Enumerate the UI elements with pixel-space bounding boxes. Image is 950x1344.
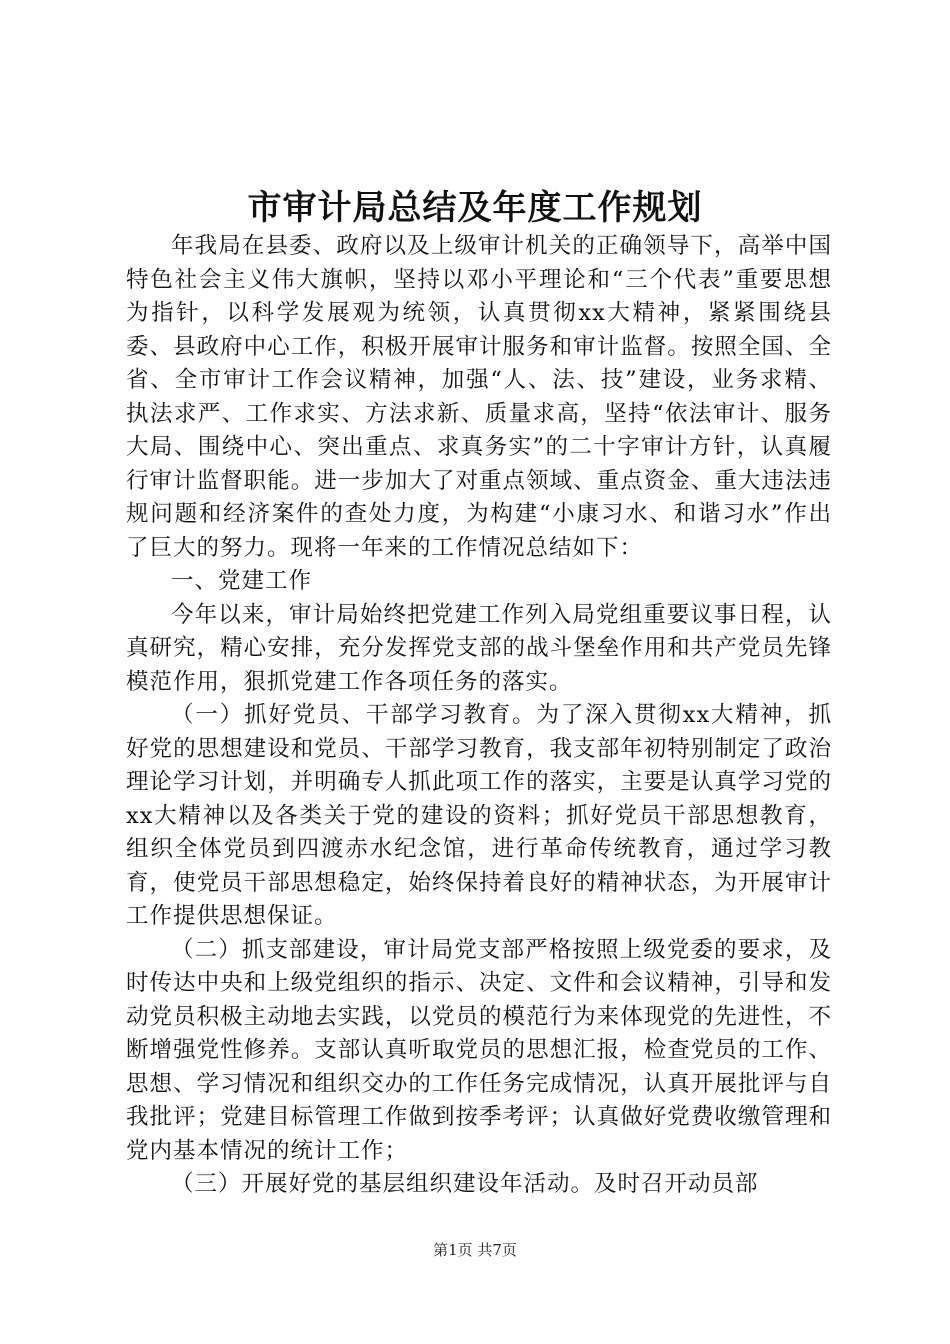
paragraph-party-building-overview: 今年以来，审计局始终把党建工作列入局党组重要议事日程，认真研究，精心安排，充分发挥党支部的战斗堡垒作用和共产党员先锋模范作用，狠抓党建工作各项任务的落实。 [126, 601, 832, 695]
document-body [126, 230, 832, 1202]
paragraph-grassroots-organization: （三）开展好党的基层组织建设年活动。及时召开动员部 [171, 1171, 759, 1197]
paragraph-study-education: （一）抓好党员、干部学习教育。为了深入贯彻xx大精神，抓好党的思想建设和党员、干部学习教育，我支部年初特别制定了政治理论学习计划，并明确专人抓此项工作的落实，主要是认真学习党的xx大精神以及各类关于党的建设的资料；抓好党员干部思想教育，组织全体党员到四渡赤水纪念馆，进行革命传统教育，通过学习教育，使党员干部思想稳定，始终保持着良好的精神状态，为开展审计工作提供思想保证。 [126, 702, 832, 929]
page-number-footer: 第1页 共7页 [433, 1241, 517, 1259]
section-heading-party-building: 一、党建工作 [171, 568, 313, 594]
paragraph-branch-building: （二）抓支部建设，审计局党支部严格按照上级党委的要求，及时传达中央和上级党组织的指示、决定、文件和会议精神，引导和发动党员积极主动地去实践，以党员的模范行为来体现党的先进性，不断增强党性修养。支部认真听取党员的思想汇报，检查党员的工作、思想、学习情况和组织交办的工作任务完成情况，认真开展批评与自我批评；党建目标管理工作做到按季考评；认真做好党费收缴管理和党内基本情况的统计工作； [126, 936, 832, 1164]
document-title: 市审计局总结及年度工作规划 [247, 188, 703, 228]
paragraph-intro: 年我局在县委、政府以及上级审计机关的正确领导下，高举中国特色社会主义伟大旗帜，坚持以邓小平理论和“三个代表”重要思想为指针，以科学发展观为统领，认真贯彻xx大精神，紧紧围绕县委、县政府中心工作，积极开展审计服务和审计监督。按照全国、全省、全市审计工作会议精神，加强“人、法、技”建设，业务求精、执法求严、工作求实、方法求新、质量求高，坚持“依法审计、服务大局、围绕中心、突出重点、求真务实”的二十字审计方针，认真履行审计监督职能。进一步加大了对重点领域、重点资金、重大违法违规问题和经济案件的查处力度，为构建“小康习水、和谐习水”作出了巨大的努力。现将一年来的工作情况总结如下： [126, 233, 832, 561]
